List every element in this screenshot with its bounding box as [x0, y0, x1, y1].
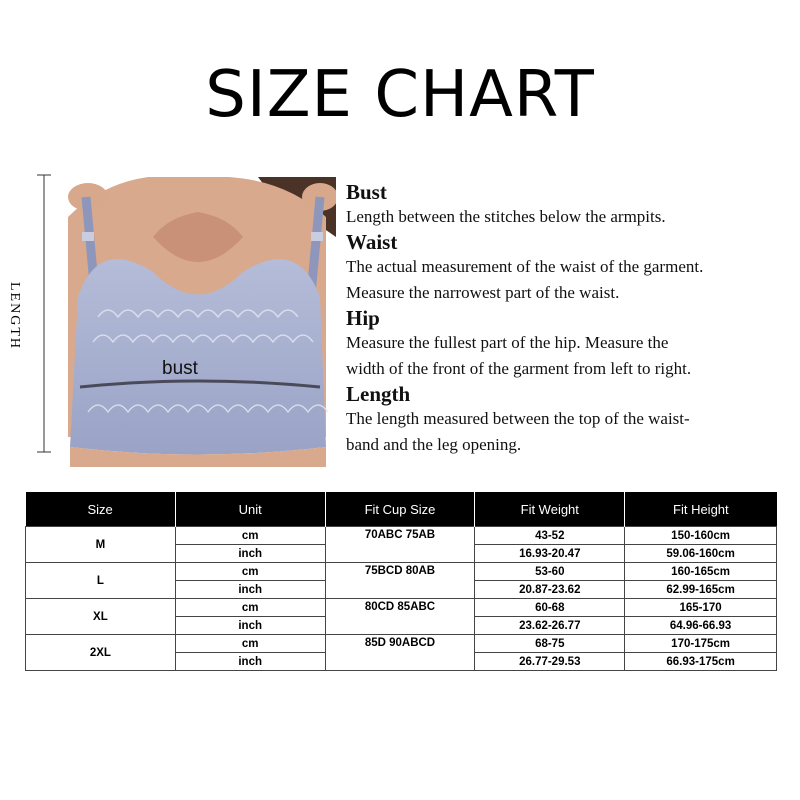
table-row — [26, 635, 777, 653]
definition-text: Measure the narrowest part of the waist. — [346, 283, 620, 302]
definition-text: Measure the fullest part of the hip. Measure the — [346, 333, 669, 352]
height-cell: 160-165cm — [625, 563, 777, 581]
size-cell: 2XL — [26, 635, 176, 671]
definition-term: Waist — [346, 230, 398, 254]
definition-bust — [346, 180, 786, 230]
size-cell: L — [26, 563, 176, 599]
column-header: Size — [26, 492, 176, 527]
table-row — [26, 563, 777, 581]
table-row — [26, 599, 777, 617]
definition-term: Hip — [346, 306, 380, 330]
cup-size-cell: 75BCD 80AB — [325, 563, 475, 599]
weight-cell: 43-52 — [475, 527, 625, 545]
product-photo — [58, 177, 336, 467]
height-cell: 64.96-66.93 — [625, 617, 777, 635]
definition-hip — [346, 306, 786, 382]
unit-cell: cm — [175, 635, 325, 653]
unit-cell: inch — [175, 617, 325, 635]
unit-cell: cm — [175, 527, 325, 545]
column-header: Fit Cup Size — [325, 492, 475, 527]
height-cell: 150-160cm — [625, 527, 777, 545]
definition-length — [346, 382, 786, 458]
weight-cell: 60-68 — [475, 599, 625, 617]
size-table — [25, 492, 777, 671]
cup-size-cell: 85D 90ABCD — [325, 635, 475, 671]
table-row — [26, 527, 777, 545]
height-cell: 59.06-160cm — [625, 545, 777, 563]
column-header: Unit — [175, 492, 325, 527]
definition-term: Length — [346, 382, 411, 406]
definition-text: width of the front of the garment from left to right. — [346, 359, 692, 378]
definition-text: band and the leg opening. — [346, 435, 522, 454]
height-cell: 62.99-165cm — [625, 581, 777, 599]
unit-cell: cm — [175, 563, 325, 581]
weight-cell: 23.62-26.77 — [475, 617, 625, 635]
weight-cell: 16.93-20.47 — [475, 545, 625, 563]
definitions-list — [346, 180, 786, 458]
definition-text: Length between the stitches below the armpits. — [346, 207, 666, 226]
unit-cell: cm — [175, 599, 325, 617]
length-dimension-line — [34, 172, 58, 456]
definition-waist — [346, 230, 786, 306]
unit-cell: inch — [175, 581, 325, 599]
length-label: LENGTH — [7, 282, 22, 350]
table-header-row — [26, 492, 777, 527]
definition-text: The length measured between the top of the waist- — [346, 409, 690, 428]
height-cell: 165-170 — [625, 599, 777, 617]
column-header: Fit Height — [625, 492, 777, 527]
bust-label: bust — [162, 358, 198, 379]
column-header: Fit Weight — [475, 492, 625, 527]
weight-cell: 20.87-23.62 — [475, 581, 625, 599]
unit-cell: inch — [175, 545, 325, 563]
size-cell: XL — [26, 599, 176, 635]
cup-size-cell: 70ABC 75AB — [325, 527, 475, 563]
definition-text: The actual measurement of the waist of the garment. — [346, 257, 704, 276]
weight-cell: 53-60 — [475, 563, 625, 581]
size-cell: M — [26, 527, 176, 563]
weight-cell: 68-75 — [475, 635, 625, 653]
cup-size-cell: 80CD 85ABC — [325, 599, 475, 635]
page-title: SIZE CHART — [205, 58, 595, 132]
height-cell: 170-175cm — [625, 635, 777, 653]
weight-cell: 26.77-29.53 — [475, 653, 625, 671]
height-cell: 66.93-175cm — [625, 653, 777, 671]
definition-term: Bust — [346, 180, 387, 204]
unit-cell: inch — [175, 653, 325, 671]
